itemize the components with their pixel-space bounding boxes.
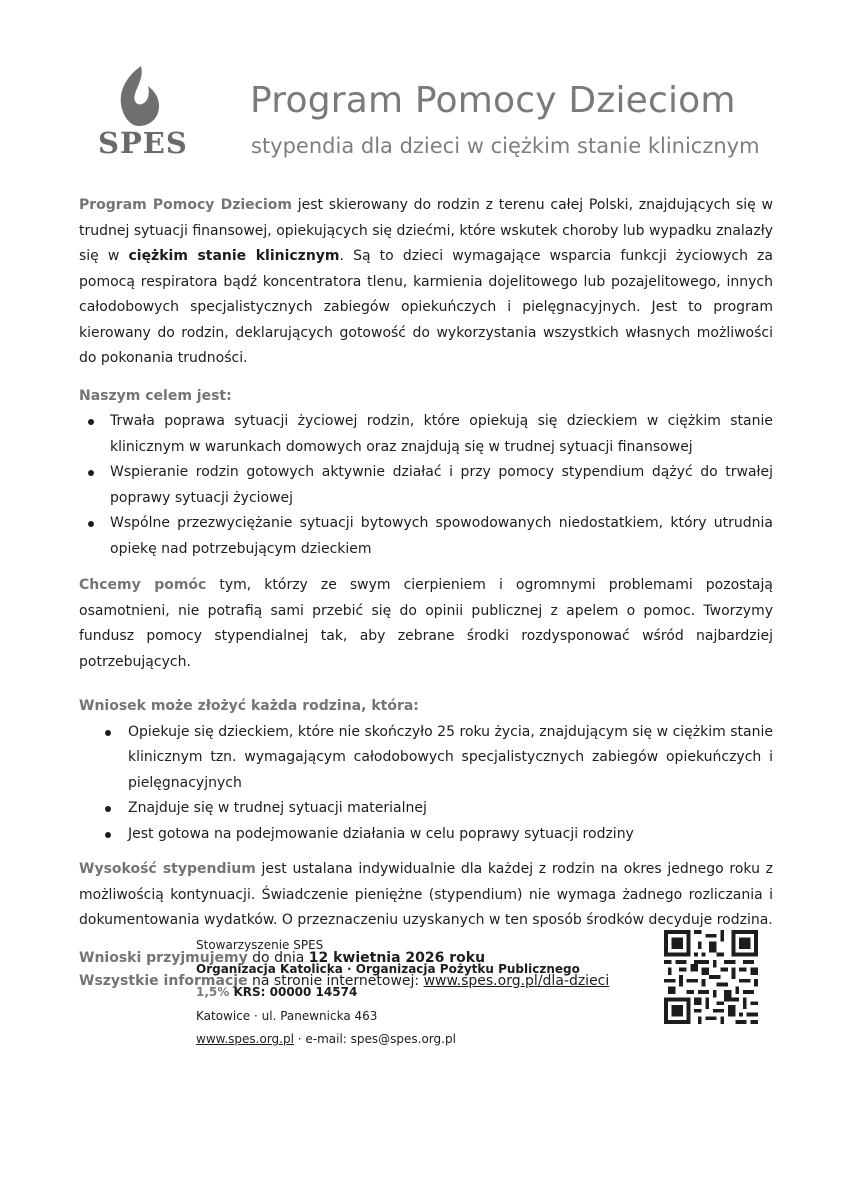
krs-percent: 1,5% (196, 985, 230, 999)
intro-text-2: . Są to dzieci wymagające wsparcia funkcji życiowych za pomocą respiratora bądź koncentratora tlenu, karmienia dojelitowego lub pozajelitowego, innych całodobowych specjalistycznych zabiegów opiekuńczych i pielęgnacyjnych. Jest to program kierowany do rodzin, deklarujących gotowość do wykorzystania wszystkich własnych możliwości do pokonania trudności. (79, 248, 773, 366)
info-text: na stronie internetowej: (247, 972, 424, 989)
intro-lead: Program Pomocy Dzieciom (79, 197, 292, 213)
list-item: Trwała poprawa sytuacji życiowej rodzin, które opiekują się dzieckiem w ciężkim stanie klinicznym w warunkach domowych oraz znajdują się w trudnej sytuacji finansowej (79, 409, 773, 460)
list-item: Znajduje się w trudnej sytuacji materialnej (79, 796, 773, 822)
list-item: Wspólne przezwyciężanie sytuacji bytowych spowodowanych niedostatkiem, który utrudnia opiekę nad potrzebującym dzieckiem (79, 511, 773, 562)
deadline-text: do dnia (247, 949, 309, 966)
qr-code-icon (664, 930, 758, 1024)
list-item: Jest gotowa na podejmowanie działania w celu poprawy sytuacji rodziny (79, 822, 773, 848)
deadline-date: 12 kwietnia 2026 roku (308, 949, 486, 966)
document-body (79, 193, 773, 993)
spes-logo (98, 66, 188, 166)
krs-line (196, 981, 580, 1005)
flame-icon (117, 66, 161, 128)
eligibility-heading: Wniosek może złożyć każda rodzina, która: (79, 698, 419, 714)
amount-lead: Wysokość stypendium (79, 861, 256, 877)
goals-heading: Naszym celem jest: (79, 387, 232, 404)
krs-number: KRS: 00000 14574 (229, 985, 358, 999)
list-item: Wspieranie rodzin gotowych aktywnie działać i przy pomocy stypendium dążyć do trwałej poprawy sytuacji życiowej (79, 460, 773, 511)
info-lead: Wszystkie informacje (79, 972, 248, 989)
deadline-lead: Wnioski przyjmujemy (79, 949, 248, 966)
address: Katowice · ul. Panewnicka 463 (196, 1008, 378, 1023)
list-item: Opiekuje się dzieckiem, które nie skończyło 25 roku życia, znajdującym się w ciężkim stanie klinicznym tzn. wymagającym całodobowych specjalistycznych zabiegów opiekuńczych i pielęgnacyjnych (79, 720, 773, 797)
website-link[interactable]: www.spes.org.pl (196, 1032, 294, 1046)
goals-list (79, 409, 773, 562)
logo-text: SPES (98, 126, 188, 160)
info-link[interactable]: www.spes.org.pl/dla-dzieci (423, 972, 610, 989)
amount-text: jest ustalana indywidualnie dla każdej z rodzin na okres jednego roku z możliwością kontynuacji. Świadczenie pieniężne (stypendium) nie wymaga żadnego rozliczania i dokumentowania wydatków. O przeznaczeniu uzyskanych w ten sposób środków decyduje rodzina. (79, 861, 773, 928)
contact-line (196, 1028, 580, 1052)
help-paragraph (79, 573, 773, 675)
email-text: · e-mail: spes@spes.org.pl (293, 1032, 456, 1046)
intro-text: jest skierowany do rodzin z terenu całej Polski, znajdujących się w trudnej sytuacji finansowej, opiekujących się dziećmi, które wskutek choroby lub wypadku znalazły się w (79, 197, 773, 264)
eligibility-list (79, 720, 773, 848)
page-title: Program Pomocy Dzieciom (250, 80, 736, 121)
footer (196, 934, 580, 1052)
amount-paragraph (79, 857, 773, 934)
org-type: Organizacja Katolicka · Organizacja Pożytku Publicznego (196, 961, 580, 976)
page-subtitle: stypendia dla dzieci w ciężkim stanie klinicznym (251, 134, 760, 158)
intro-paragraph (79, 193, 773, 372)
help-lead: Chcemy pomóc (79, 577, 207, 593)
help-text: tym, którzy ze swym cierpieniem i ogromnymi problemami pozostają osamotnieni, nie potrafią sami przebić się do opinii publicznej z apelem o pomoc. Tworzymy fundusz pomocy stypendialnej tak, aby zebrane środki rozdysponować wśród najbardziej potrzebujących. (79, 577, 773, 670)
intro-bold: ciężkim stanie klinicznym (128, 248, 340, 264)
org-name: Stowarzyszenie SPES (196, 938, 324, 952)
